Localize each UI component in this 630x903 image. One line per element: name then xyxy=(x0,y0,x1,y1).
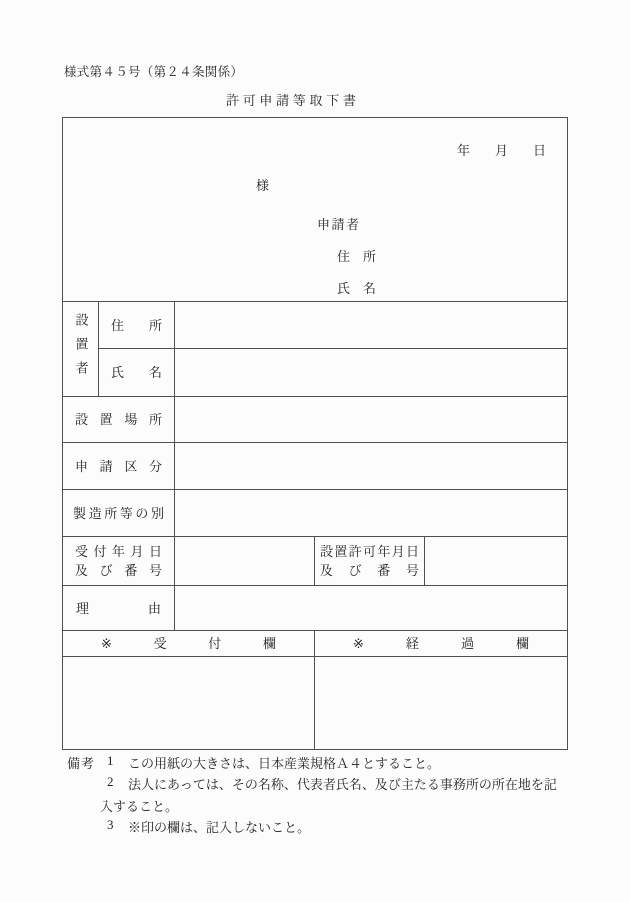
month-label: 月 xyxy=(494,143,508,158)
installer-label: 設置者 xyxy=(73,313,89,385)
progress-column-header-cell xyxy=(315,631,567,657)
installer-address-value-cell xyxy=(175,302,567,349)
installer-name-value-cell xyxy=(175,349,567,397)
installation-permit-label-line1: 設 置 許 可 年 月 日 xyxy=(320,544,419,559)
installation-permit-label-cell xyxy=(315,537,425,586)
facility-type-label-cell xyxy=(63,490,175,537)
year-label: 年 xyxy=(456,143,470,158)
reception-column-body-cell xyxy=(63,657,315,749)
location-label: 設 置 場 所 xyxy=(75,412,162,427)
progress-column-label: ※ 経 過 欄 xyxy=(353,636,529,651)
receipt-value-cell xyxy=(175,537,315,586)
application-category-label-cell xyxy=(63,443,175,490)
remark-1-text: この用紙の大きさは、日本産業規格Ａ４とすること。 xyxy=(128,756,441,771)
reception-column-label: ※ 受 付 欄 xyxy=(101,636,276,651)
installation-permit-value-cell xyxy=(425,537,567,586)
receipt-label-line2: 及 び 番 号 xyxy=(75,563,162,578)
remark-2-number: 2 xyxy=(107,774,114,790)
installation-permit-label-line2: 及 び 番 号 xyxy=(320,563,419,578)
applicant-name-label: 氏 名 xyxy=(337,281,377,296)
remark-1-number: 1 xyxy=(107,753,114,768)
application-category-label: 申 請 区 分 xyxy=(75,458,162,474)
letter-head-cell xyxy=(63,118,567,302)
reason-label: 理 由 xyxy=(76,600,161,616)
installer-name-label: 氏 名 xyxy=(111,365,162,380)
recipient-honorific: 様 xyxy=(256,178,270,193)
applicant-label: 申請者 xyxy=(317,217,361,232)
day-label: 日 xyxy=(532,143,546,158)
receipt-label-line1: 受 付 年 月 日 xyxy=(75,544,162,559)
remark-line-2 xyxy=(67,774,587,795)
reception-column-header-cell xyxy=(63,631,315,657)
remark-2-continuation-text: 入すること。 xyxy=(100,798,179,814)
remarks xyxy=(67,753,587,838)
application-category-value-cell xyxy=(175,443,567,490)
receipt-label-cell xyxy=(63,537,175,586)
applicant-address-label: 住 所 xyxy=(337,249,377,264)
remark-line-2-continuation xyxy=(67,796,587,817)
form-number: 様式第４５号（第２４条関係） xyxy=(64,65,244,79)
remark-3-text: ※印の欄は、記入しないこと。 xyxy=(128,819,311,835)
location-label-cell xyxy=(63,397,175,443)
installer-address-label: 住 所 xyxy=(111,317,162,333)
withdrawal-form-table xyxy=(62,117,568,750)
progress-column-body-cell xyxy=(315,657,567,749)
installer-address-label-cell xyxy=(99,302,175,349)
remark-line-1 xyxy=(67,753,587,774)
reason-value-cell xyxy=(175,586,567,631)
date-line xyxy=(457,140,546,159)
location-value-cell xyxy=(175,397,567,443)
installer-name-label-cell xyxy=(99,349,175,397)
remark-line-3 xyxy=(67,817,587,838)
page-title: 許可申請等取下書 xyxy=(226,93,360,108)
installer-label-cell xyxy=(63,302,99,397)
remarks-label: 備考 xyxy=(67,756,96,771)
reason-label-cell xyxy=(63,586,175,631)
remark-2-text: 法人にあっては、その名称、代表者氏名、及び主たる事務所の所在地を記 xyxy=(128,777,557,793)
facility-type-value-cell xyxy=(175,490,567,537)
facility-type-label: 製 造 所 等 の 別 xyxy=(73,505,164,521)
remark-3-number: 3 xyxy=(107,816,114,832)
